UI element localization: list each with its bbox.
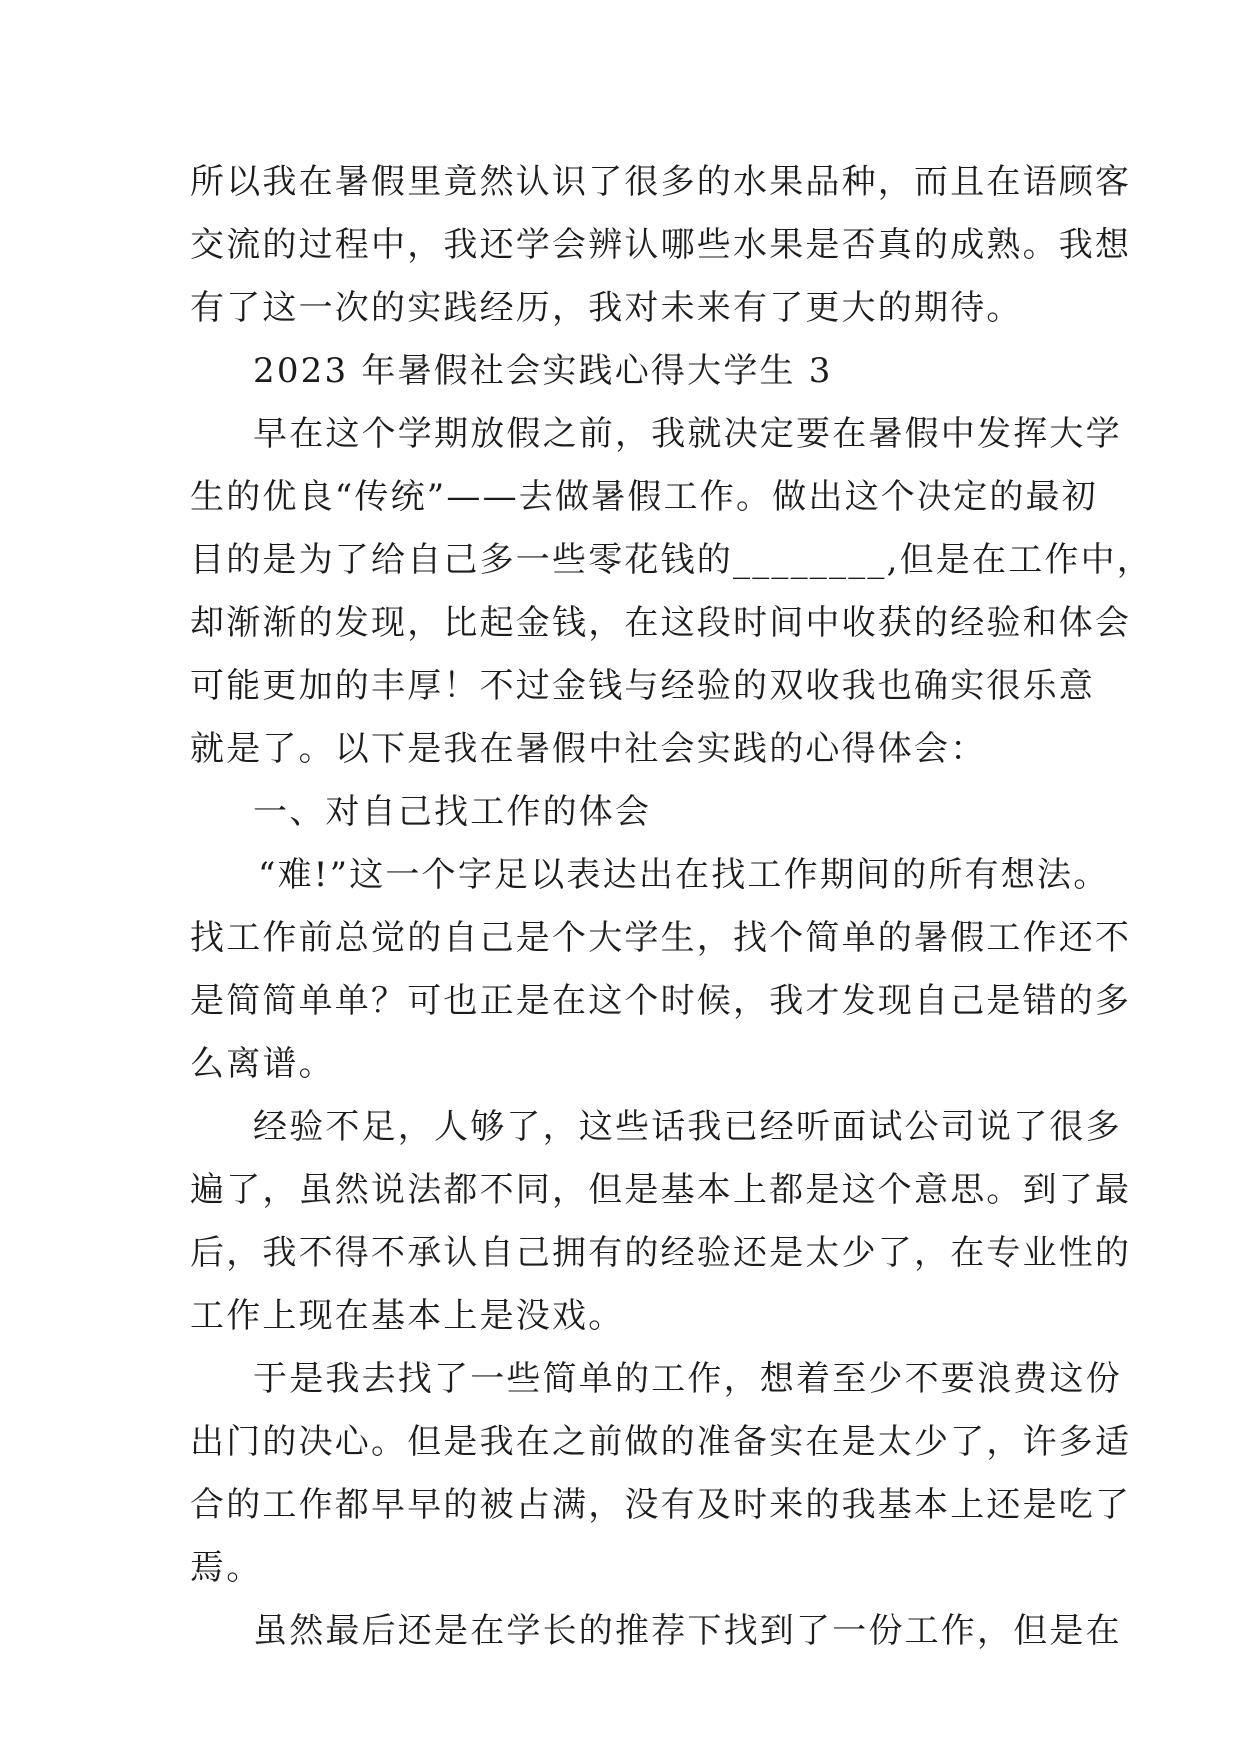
paragraph-line: 找工作前总觉的自己是个大学生，找个简单的暑假工作还不 [190, 918, 1132, 958]
paragraph-line: 遍了，虽然说法都不同，但是基本上都是这个意思。到了最 [190, 1170, 1132, 1210]
paragraph-line: 生的优良“传统”——去做暑假工作。做出这个决定的最初 [190, 477, 1098, 517]
paragraph-line: 所以我在暑假里竟然认识了很多的水果品种，而且在语顾客 [190, 162, 1132, 202]
paragraph-line: 有了这一次的实践经历，我对未来有了更大的期待。 [190, 288, 1023, 328]
paragraph-line: 合的工作都早早的被占满，没有及时来的我基本上还是吃了 [190, 1485, 1132, 1525]
paragraph-line: 交流的过程中，我还学会辨认哪些水果是否真的成熟。我想 [190, 225, 1132, 265]
paragraph-line: 可能更加的丰厚！不过金钱与经验的双收我也确实很乐意 [190, 666, 1095, 706]
paragraph-line: 出门的决心。但是我在之前做的准备实在是太少了，许多适 [190, 1422, 1132, 1462]
paragraph-line: 就是了。以下是我在暑假中社会实践的心得体会： [190, 729, 987, 769]
paragraph-line: 经验不足，人够了，这些话我已经听面试公司说了很多 [253, 1107, 1122, 1147]
paragraph-line: 么离谱。 [190, 1044, 335, 1084]
paragraph-line: 却渐渐的发现，比起金钱，在这段时间中收获的经验和体会 [190, 603, 1132, 643]
section-heading: 2023 年暑假社会实践心得大学生 3 [253, 351, 833, 391]
paragraph-line: 工作上现在基本上是没戏。 [190, 1296, 625, 1336]
paragraph-line: 后，我不得不承认自己拥有的经验还是太少了，在专业性的 [190, 1233, 1132, 1273]
subsection-heading: 一、对自己找工作的体会 [253, 792, 652, 832]
paragraph-line: 早在这个学期放假之前，我就决定要在暑假中发挥大学 [253, 414, 1122, 454]
paragraph-line: 是简简单单？可也正是在这个时候，我才发现自己是错的多 [190, 981, 1132, 1021]
paragraph-line: 焉。 [190, 1548, 263, 1588]
paragraph-line: 虽然最后还是在学长的推荐下找到了一份工作，但是在 [253, 1611, 1122, 1651]
paragraph-line: 目的是为了给自己多一些零花钱的________,但是在工作中， [190, 540, 1154, 580]
paragraph-line: “难!”这一个字足以表达出在找工作期间的所有想法。 [258, 855, 1110, 895]
paragraph-line: 于是我去找了一些简单的工作，想着至少不要浪费这份 [253, 1359, 1122, 1399]
